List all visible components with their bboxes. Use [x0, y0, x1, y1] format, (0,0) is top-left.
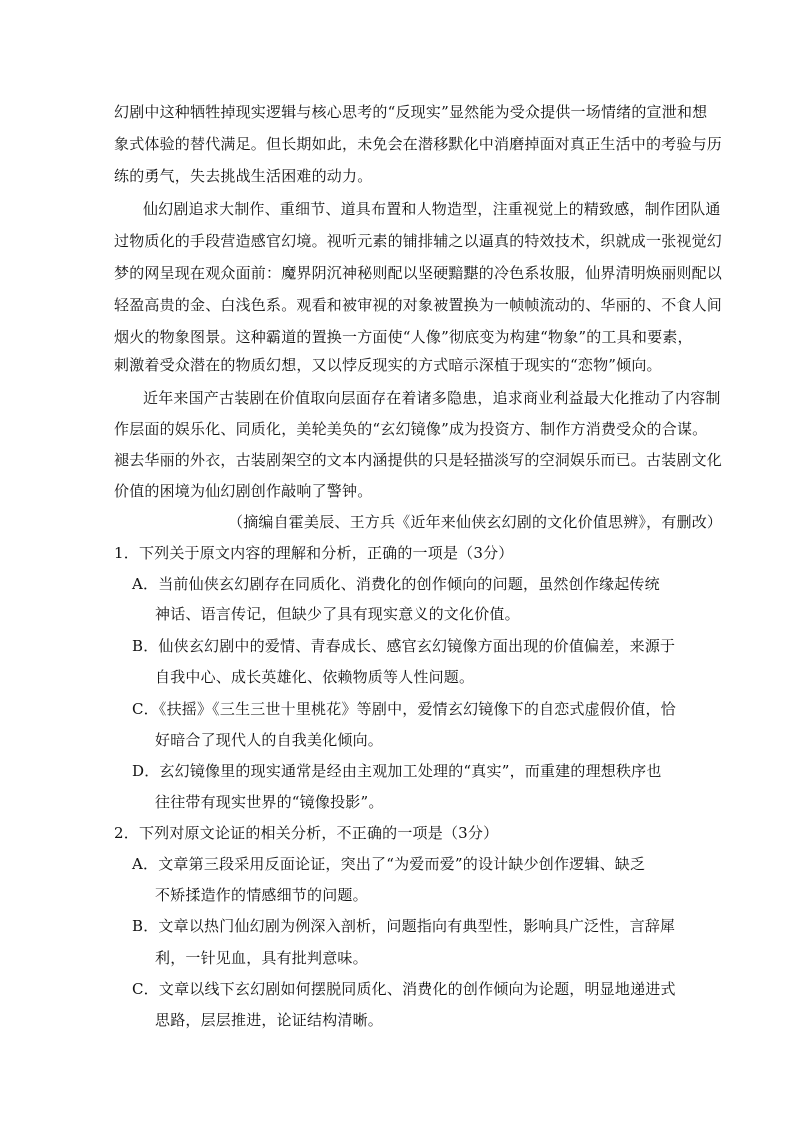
paragraph-2-line-6: 刺激着受众潜在的物质幻想，又以悖反现实的方式暗示深植于现实的“恋物”倾向。	[114, 356, 662, 374]
paragraph-2-line-1: 仙幻剧追求大制作、重细节、道具布置和人物造型，注重视觉上的精致感，制作团队通	[143, 200, 721, 218]
paragraph-1-line-2: 象式体验的替代满足。但长期如此，未免会在潜移默化中消磨掉面对真正生活中的考验与历	[114, 135, 723, 153]
question-2-stem: 2．下列对原文论证的相关分析，不正确的一项是（3分）	[114, 824, 499, 842]
source-attribution: （摘编自霍美辰、王方兵《近年来仙侠玄幻剧的文化价值思辨》，有删改）	[228, 513, 723, 531]
question-1-option-b-line-2: 自我中心、成长英雄化、依赖物质等人性问题。	[155, 668, 475, 686]
paragraph-1-line-1: 幻剧中这种牺牲掉现实逻辑与核心思考的“反现实”显然能为受众提供一场情绪的宣泄和想	[114, 103, 708, 121]
question-1-option-c-line-2: 好暗合了现代人的自我美化倾向。	[155, 731, 384, 749]
question-2-option-a-line-1: A．文章第三段采用反面论证，突出了“为爱而爱”的设计缺少创作逻辑、缺乏	[132, 855, 646, 873]
question-2-option-a-line-2: 不矫揉造作的情感细节的问题。	[155, 886, 368, 904]
question-1-option-a-line-1: A．当前仙侠玄幻剧存在同质化、消费化的创作倾向的问题，虽然创作缘起传统	[132, 575, 660, 593]
question-1-option-d-line-1: D．玄幻镜像里的现实通常是经由主观加工处理的“真实”，而重建的理想秩序也	[132, 762, 662, 780]
question-2-option-c-line-2: 思路，层层推进，论证结构清晰。	[155, 1011, 384, 1029]
question-1-option-c-line-1: C．《扶摇》《三生三世十里桃花》等剧中，爱情玄幻镜像下的自恋式虚假价值，恰	[132, 700, 676, 718]
question-1-option-a-line-2: 神话、语言传记，但缺少了具有现实意义的文化价值。	[155, 605, 520, 623]
question-1-stem: 1．下列关于原文内容的理解和分析，正确的一项是（3分）	[114, 544, 514, 562]
paragraph-2-line-5: 烟火的物象图景。这种霸道的置换一方面使“人像”彻底变为构建“物象”的工具和要素，	[114, 328, 693, 346]
paragraph-3-line-3: 褪去华丽的外衣，古装剧架空的文本内涵提供的只是轻描淡写的空洞娱乐而已。古装剧文化	[114, 451, 723, 469]
paragraph-1-line-3: 练的勇气，失去挑战生活困难的动力。	[114, 167, 373, 185]
question-1-option-b-line-1: B．仙侠玄幻剧中的爱情、青春成长、感官玄幻镜像方面出现的价值偏差，来源于	[132, 637, 676, 655]
paragraph-3-line-4: 价值的困境为仙幻剧创作敲响了警钟。	[114, 482, 373, 500]
paragraph-2-line-2: 过物质化的手段营造感官幻境。视听元素的铺排辅之以逼真的特效技术，织就成一张视觉幻	[114, 232, 723, 250]
paragraph-3-line-2: 作层面的娱乐化、同质化，美轮美奂的“玄幻镜像”成为投资方、制作方消费受众的合谋。	[114, 420, 708, 438]
paragraph-2-line-4: 轻盈高贵的金、白浅色系。观看和被审视的对象被置换为一帧帧流动的、华丽的、不食人间	[114, 296, 723, 314]
question-2-option-c-line-1: C．文章以线下玄幻剧如何摆脱同质化、消费化的创作倾向为论题，明显地递进式	[132, 980, 676, 998]
paragraph-2-line-3: 梦的网呈现在观众面前：魔界阴沉神秘则配以坚硬黯黮的冷色系妆服，仙界清明焕丽则配以	[114, 264, 723, 282]
question-2-option-b-line-1: B．文章以热门仙幻剧为例深入剖析，问题指向有典型性，影响具广泛性，言辞犀	[132, 917, 676, 935]
question-2-option-b-line-2: 利，一针见血，具有批判意味。	[155, 949, 368, 967]
question-1-option-d-line-2: 往往带有现实世界的“镜像投影”。	[155, 793, 384, 811]
paragraph-3-line-1: 近年来国产古装剧在价值取向层面存在着诸多隐患，追求商业利益最大化推动了内容制	[143, 389, 721, 407]
